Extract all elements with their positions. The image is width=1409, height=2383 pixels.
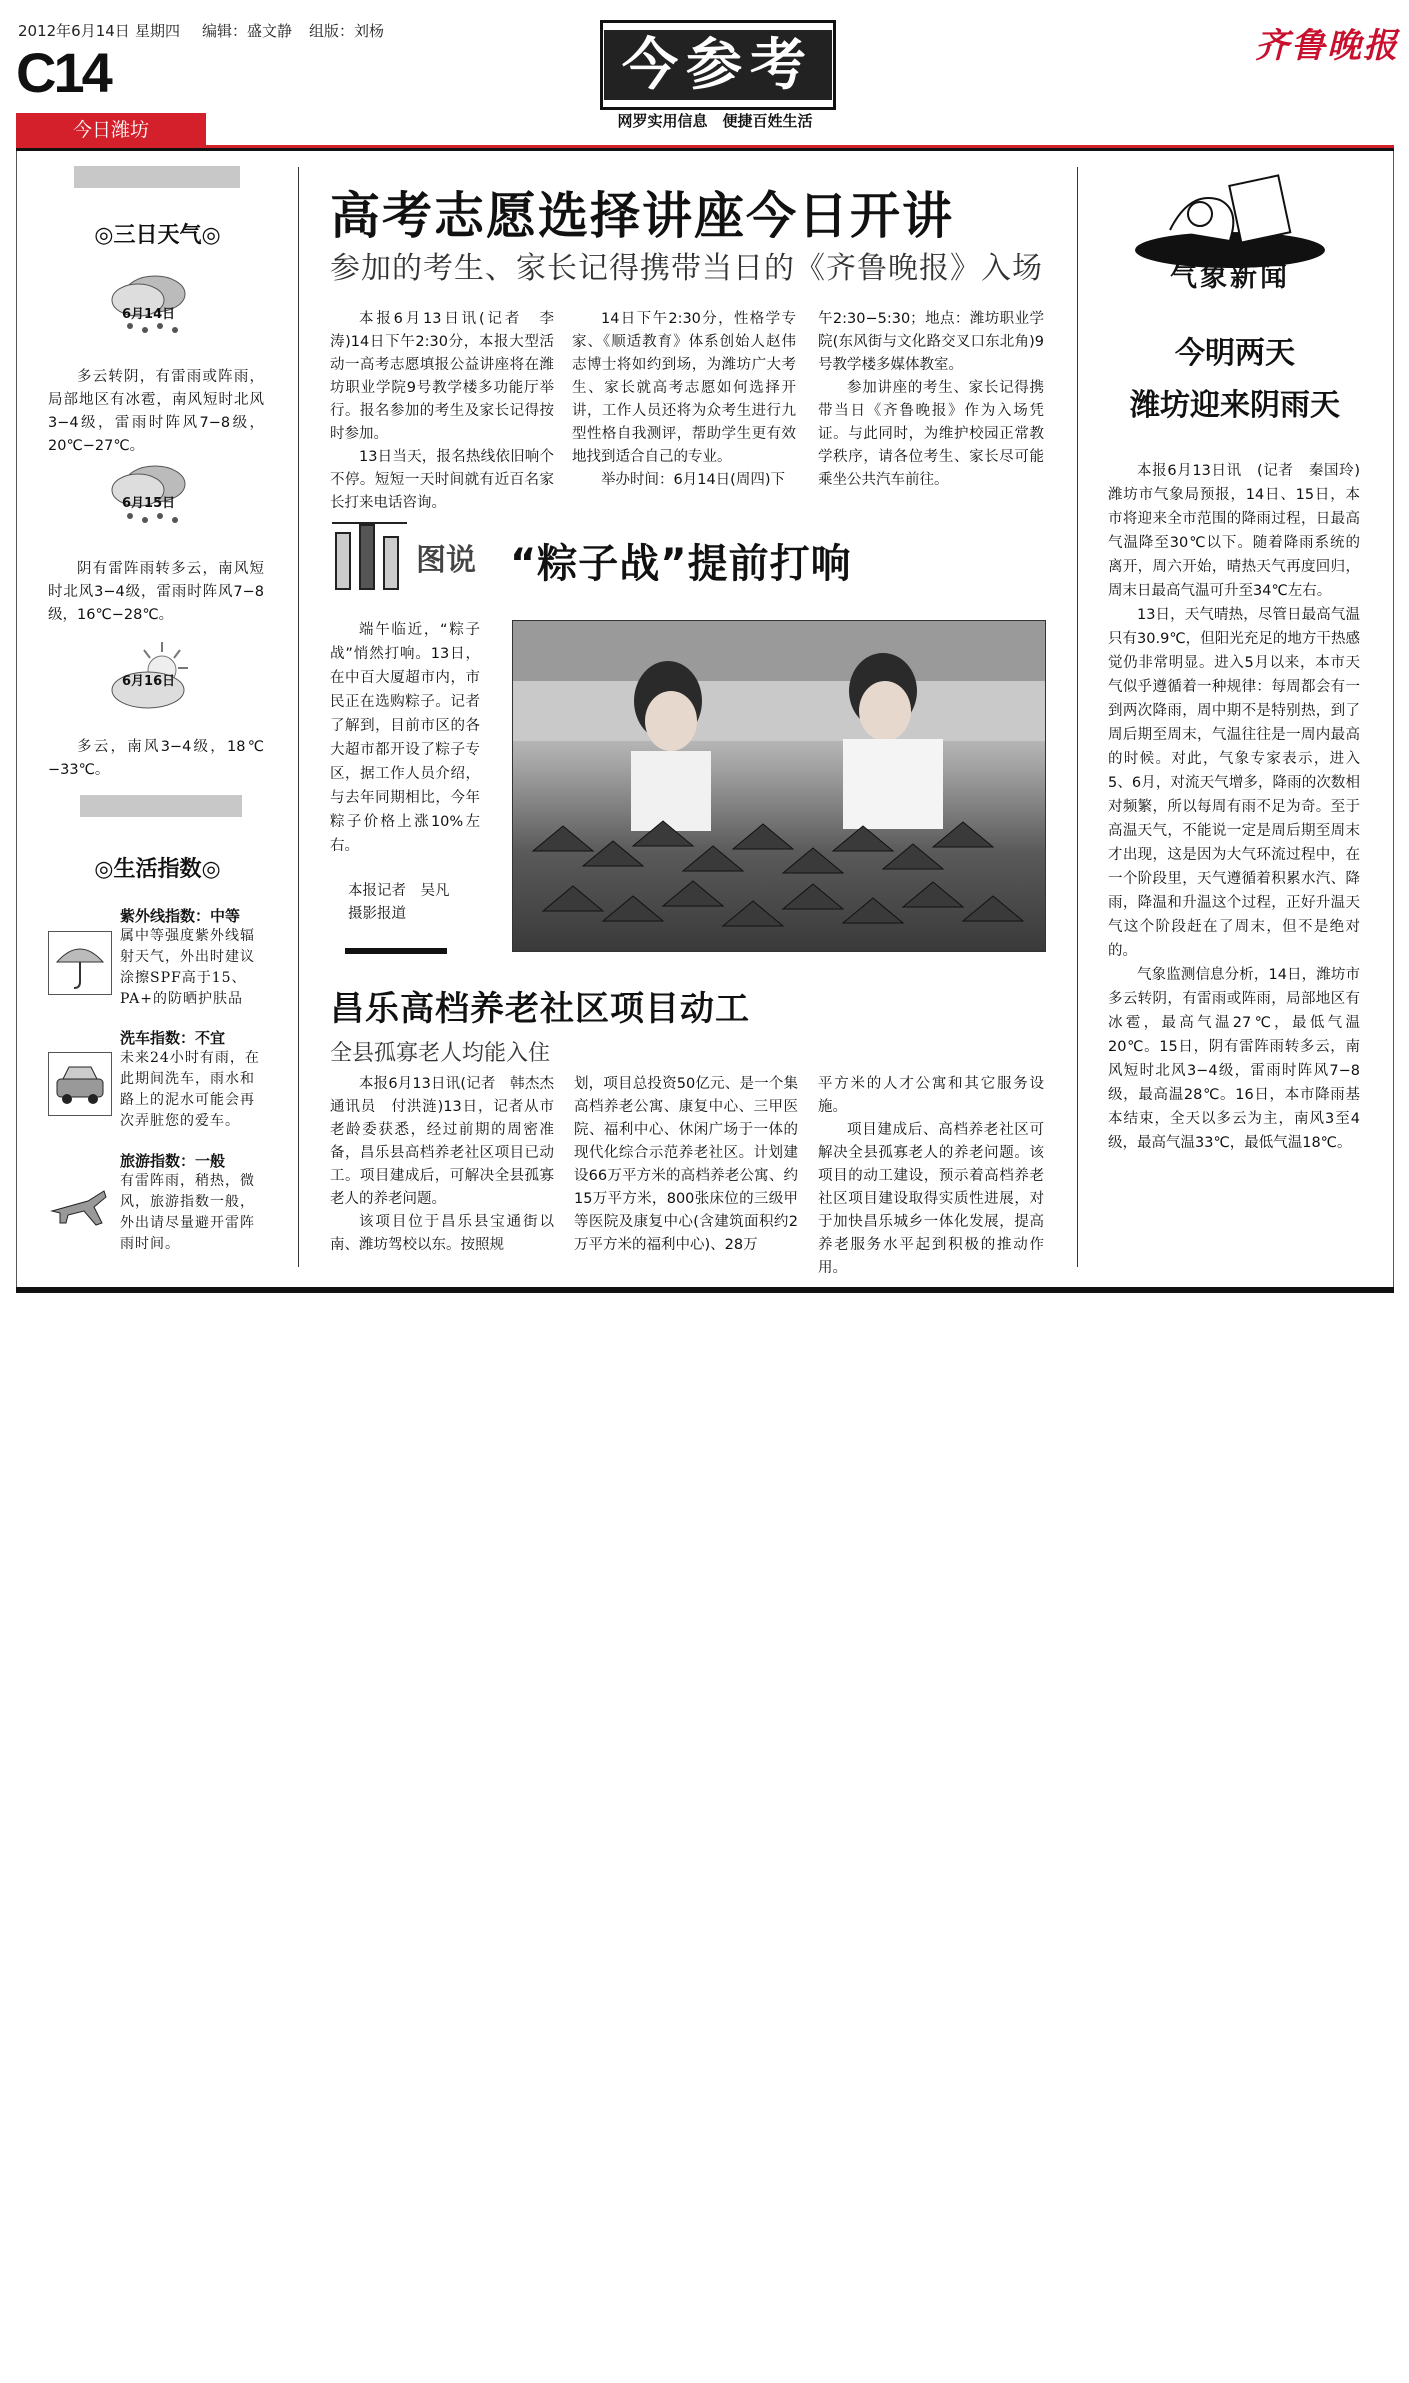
car-icon: [48, 1052, 112, 1116]
right-divider: [1077, 167, 1078, 1267]
article2-subhead: 全县孤寡老人均能入住: [330, 1041, 551, 1066]
weather-day-text: 多云，南风3−4级，18℃−33℃。: [48, 739, 264, 778]
page-bottom-rule: [16, 1287, 1394, 1293]
weather-day-text: 多云转阴，有雷雨或阵雨，局部地区有冰雹，南风短时北风3−4级，雷雨时阵风7−8级，20℃−27℃。: [48, 369, 264, 454]
article1-col1: 本报6月13日讯(记者 李涛)14日下午2:30分，本报大型活动一高考志愿填报公益讲座将在潍坊职业学院9号教学楼多功能厅举行。报名参加的考生及家长记得按时参加。 13日当天，报名热线依旧响个不停。短短一天时间就有近百名家长打来电话咨询。: [330, 311, 554, 511]
section-tab: 今日潍坊: [16, 113, 206, 147]
weather-day-text: 阴有雷阵雨转多云，南风短时北风3−4级，雷雨时阵风7−8级，16℃−28℃。: [48, 561, 264, 623]
caption-logo-icon: [332, 515, 407, 593]
plane-icon: [48, 1177, 110, 1239]
weather-title: ◎三日天气◎: [94, 223, 221, 248]
photo-label: 图说: [416, 543, 476, 578]
brand-logo: 齐鲁晚报: [1255, 26, 1399, 66]
masthead-tagline: 网罗实用信息 便捷百姓生活: [617, 112, 813, 130]
article2-col1: 本报6月13日讯(记者 韩杰杰 通讯员 付洪涟)13日，记者从市老龄委获悉，经过前期的周密准备，昌乐县高档养老社区项目已动工。项目建成后，可解决全县孤寡老人的养老问题。 该项目位于昌乐县宝通街以南、潍坊驾校以东。按照规: [330, 1076, 569, 1253]
index-text-uv: 属中等强度紫外线辐射天气，外出时建议涂擦SPF高于15、PA+的防晒护肤品: [120, 928, 255, 1007]
header-layout: 组版：刘杨: [309, 22, 385, 40]
index-text-carwash: 未来24小时有雨，在此期间洗车，雨水和路上的泥水可能会再次弄脏您的爱车。: [120, 1050, 260, 1129]
photo-rule: [345, 948, 447, 954]
index-text-travel: 有雷阵雨，稍热，微风，旅游指数一般，外出请尽量避开雷阵雨时间。: [120, 1173, 255, 1252]
article2-col2: 划，项目总投资50亿元、是一个集高档养老公寓、康复中心、三甲医院、福利中心、休闲广场于一体的现代化综合示范养老社区。计划建设66万平方米的高档养老公寓、约15万平方米，800张床位的三级甲等医院及康复中心(含建筑面积约2万平方米的福利中心)、28万: [574, 1076, 798, 1253]
right-article-body: 本报6月13日讯 (记者 秦国玲)潍坊市气象局预报，14日、15日，本市将迎来全市范围的降雨过程，日最高气温降至30℃以下。随着降雨系统的离开，周六开始，晴热天气再度回归，周末日最高气温可升至34℃左右。 13日，天气晴热，尽管日最高气温只有30.9℃，但阳光充足的地方干热感觉仍非常明显。进入5月以来，本市天气似乎遵循着一种规律：每周都会有一到两次降雨，周中期不是特别热，到了周后期至周末，气温往往是一周内最高的时候。对此，气象专家表示，进入5、6月，对流天气增多，降雨的次数相对频繁，所以每周有雨不足为奇。至于高温天气，不能说一定是周后期至周末才出现，这是因为大气环流过程中，在一个阶段里，天气遵循着积累水汽、降雨，降温和升温这个过程，正好升温天气这个阶段赶在了周末，但不是绝对的。 气象监测信息分析，14日，潍坊市多云转阴，有雷雨或阵雨，局部地区有冰雹，最高气温27℃，最低气温20℃。15日，阴有雷阵雨转多云，南风短时北风3−4级，雷雨时阵风7−8级，最高温28℃。16日，本市降雨基本结束，全天以多云为主，南风3至4级，最高气温33℃，最低气温18℃。: [1108, 463, 1360, 1151]
weather-date: 6月14日: [122, 307, 176, 322]
photo-caption: 端午临近，“粽子战”悄然打响。13日，在中百大厦超市内，市民正在选购粽子。记者了解到，目前市区的各大超市都开设了粽子专区，据工作人员介绍，与去年同期相比，今年粽子价格上涨10%左右。: [330, 622, 480, 854]
photo-credit: 本报记者 吴凡 摄影报道: [348, 883, 450, 922]
article1-headline: 高考志愿选择讲座今日开讲: [330, 187, 954, 245]
header-weekday: 星期四: [135, 22, 181, 40]
weather-news-label: 气象新闻: [1170, 262, 1290, 293]
index-title-travel: 旅游指数：一般: [120, 1152, 226, 1170]
article1-col2: 14日下午2:30分，性格学专家、《顺适教育》体系创始人赵伟志博士将如约到场，为潍坊广大考生、家长就高考志愿如何选择开讲，工作人员还将为众考生进行九型性格自我测评，帮助学生更有效地找到适合自己的专业。 举办时间：6月14日(周四)下: [572, 311, 796, 488]
header-editor: 编辑：盛文静: [202, 22, 293, 40]
article1-col3: 午2:30−5:30；地点：潍坊职业学院(东风街与文化路交叉口东北角)9号教学楼多媒体教室。 参加讲座的考生、家长记得携带当日《齐鲁晚报》作为入场凭证。与此同时，为维护校园正常教学秩序，请各位考生、家长尽可能乘坐公共汽车前往。: [818, 311, 1044, 488]
page-number: C14: [16, 41, 110, 104]
header-date: 2012年6月14日: [18, 22, 130, 40]
left-divider: [298, 167, 299, 1267]
photo-zongzi: [512, 620, 1046, 952]
umbrella-icon: [48, 931, 112, 995]
weather-date: 6月16日: [122, 674, 176, 689]
article2-headline: 昌乐高档养老社区项目动工: [330, 989, 750, 1029]
index-title: ◎生活指数◎: [94, 857, 221, 882]
index-title-uv: 紫外线指数：中等: [120, 907, 241, 925]
photo-headline: “粽子战”提前打响: [510, 541, 852, 587]
masthead-title: 今参考: [604, 30, 832, 100]
article2-col3: 平方米的人才公寓和其它服务设施。 项目建成后、高档养老社区可解决全县孤寡老人的养老问题。该项目的动工建设，预示着高档养老社区项目建设取得实质性进展，对于加快昌乐城乡一体化发展，提高养老服务水平起到积极的推动作用。: [818, 1076, 1044, 1276]
weather-date: 6月15日: [122, 496, 176, 511]
right-headline-line2: 潍坊迎来阴雨天: [1130, 388, 1340, 423]
index-gray-bar: [80, 795, 242, 817]
index-title-carwash: 洗车指数：不宜: [120, 1029, 226, 1047]
masthead-logo: [600, 20, 836, 110]
weather-gray-bar: [74, 166, 240, 188]
article1-subhead: 参加的考生、家长记得携带当日的《齐鲁晚报》入场: [330, 251, 1043, 286]
right-headline-line1: 今明两天: [1175, 336, 1295, 371]
